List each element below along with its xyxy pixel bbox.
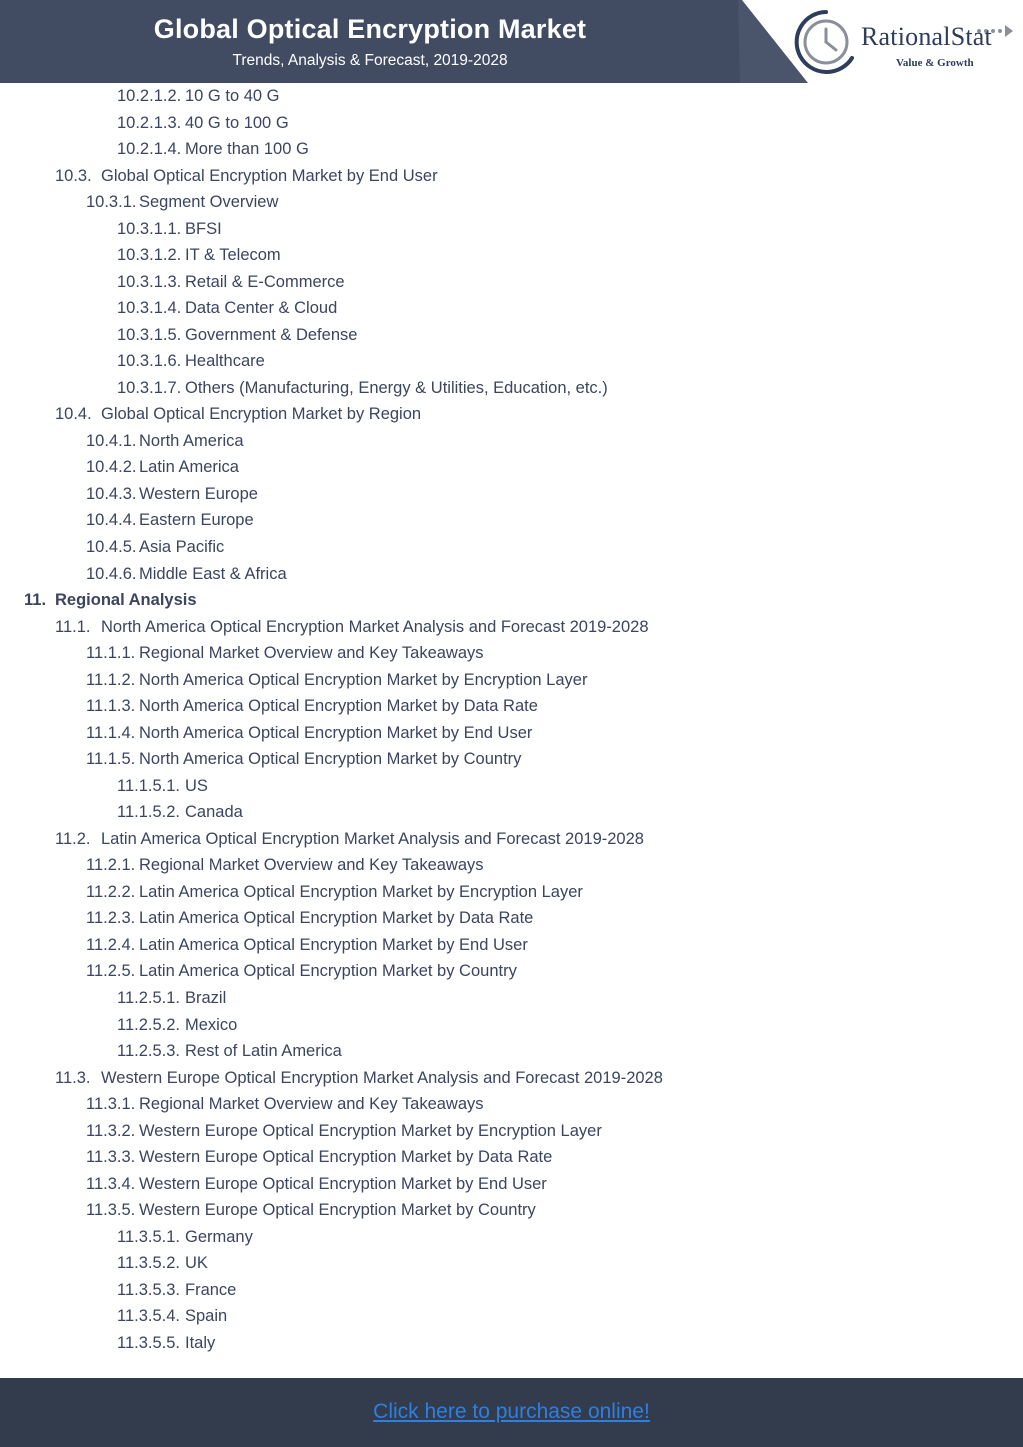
- toc-item-number: 10.4.4.: [86, 511, 137, 530]
- toc-item-label: US: [185, 776, 208, 795]
- toc-item: [86, 958, 517, 984]
- toc-item-label: Western Europe Optical Encryption Market by End User: [139, 1174, 547, 1193]
- toc-item-number: 11.2.2.: [86, 882, 136, 901]
- toc-item: [55, 1065, 663, 1091]
- toc-item-number: 10.4.6.: [86, 564, 137, 583]
- toc-item-label: Latin America Optical Encryption Market by Data Rate: [139, 909, 534, 928]
- toc-item-number: 10.4.3.: [86, 484, 137, 503]
- toc-item-number: 11.2.5.2.: [117, 1015, 180, 1034]
- toc-item: [86, 534, 224, 560]
- toc-item: [86, 561, 287, 587]
- toc-item-label: 40 G to 100 G: [185, 113, 289, 132]
- toc-item-label: Regional Market Overview and Key Takeaways: [139, 1095, 484, 1114]
- toc-item-label: Others (Manufacturing, Energy & Utilities, Education, etc.): [185, 378, 608, 397]
- toc-item-number: 11.: [24, 591, 47, 610]
- report-subtitle: Trends, Analysis & Forecast, 2019-2028: [232, 52, 508, 69]
- toc-item-number: 11.2.5.1.: [117, 989, 180, 1008]
- toc-item-label: Western Europe Optical Encryption Market Analysis and Forecast 2019-2028: [101, 1068, 663, 1087]
- brand-tagline: Value & Growth: [896, 57, 974, 69]
- toc-item: [86, 932, 528, 958]
- toc-item: [117, 1224, 253, 1250]
- toc-item-label: Latin America Optical Encryption Market by End User: [139, 935, 528, 954]
- toc-item-label: Regional Market Overview and Key Takeaways: [139, 856, 484, 875]
- toc-item-number: 11.3.5.2.: [117, 1254, 180, 1273]
- report-title: Global Optical Encryption Market: [153, 14, 587, 44]
- toc-item: [86, 1091, 484, 1117]
- toc-item: [117, 136, 309, 162]
- toc-item-number: 11.3.2.: [86, 1121, 136, 1140]
- toc-item-label: Global Optical Encryption Market by End User: [101, 166, 438, 185]
- toc-item-number: 10.3.1.7.: [117, 378, 182, 397]
- toc-item-number: 10.3.1.2.: [117, 246, 182, 265]
- toc-item-number: 10.2.1.3.: [117, 113, 182, 132]
- toc-item-label: North America Optical Encryption Market by End User: [139, 723, 533, 742]
- toc-item: [117, 1277, 236, 1303]
- toc-item: [55, 163, 438, 189]
- toc-item-number: 11.2.3.: [86, 909, 136, 928]
- toc-item-label: Western Europe Optical Encryption Market by Country: [139, 1201, 536, 1220]
- toc-item-number: 10.3.1.3.: [117, 272, 182, 291]
- toc-item-number: 10.4.5.: [86, 538, 137, 556]
- toc-item-number: 11.1.: [55, 617, 91, 636]
- toc-item-number: 11.2.1.: [86, 856, 136, 875]
- toc-item: [86, 428, 244, 454]
- toc-item: [86, 454, 239, 480]
- toc-item-number: 11.3.5.5.: [117, 1333, 180, 1352]
- toc-item: [117, 1303, 227, 1329]
- toc-heading: [24, 587, 197, 613]
- toc-item-number: 11.1.1.: [86, 644, 136, 663]
- toc-item-label: North America: [139, 431, 244, 450]
- toc-item-label: IT & Telecom: [185, 246, 281, 265]
- toc-item-number: 11.3.5.: [86, 1201, 136, 1220]
- toc-item-label: Segment Overview: [139, 193, 279, 212]
- toc-item: [86, 640, 484, 666]
- toc-item-number: 11.1.2.: [86, 670, 136, 689]
- toc-item: [117, 322, 357, 348]
- toc-item: [117, 1330, 215, 1356]
- toc-item-number: 10.3.1.: [86, 193, 137, 212]
- toc-item: [86, 1144, 552, 1170]
- toc-item: [86, 189, 278, 215]
- toc-item: [117, 216, 222, 242]
- toc-item-number: 11.2.4.: [86, 935, 136, 954]
- toc-item-number: 11.3.5.4.: [117, 1307, 180, 1326]
- toc-item-label: Latin America: [139, 458, 239, 477]
- toc-item-label: Western Europe: [139, 484, 258, 503]
- toc-item: [86, 481, 258, 507]
- toc-item: [55, 826, 644, 852]
- toc-item-label: Italy: [185, 1333, 216, 1352]
- toc-item-label: Germany: [185, 1227, 253, 1246]
- toc-item-number: 10.3.: [55, 166, 92, 185]
- toc-item-label: France: [185, 1280, 237, 1299]
- toc-item-label: More than 100 G: [185, 140, 309, 159]
- toc-item-label: Latin America Optical Encryption Market by Encryption Layer: [139, 882, 583, 901]
- toc-item: [55, 614, 649, 640]
- toc-item: [86, 507, 254, 533]
- toc-item-number: 11.1.5.1.: [117, 776, 180, 795]
- purchase-link[interactable]: Click here to purchase online!: [373, 1400, 650, 1423]
- toc-item: [117, 83, 279, 109]
- toc-item-label: North America Optical Encryption Market by Data Rate: [139, 697, 538, 716]
- toc-item-label: Middle East & Africa: [139, 564, 287, 583]
- toc-item-label: Spain: [185, 1307, 228, 1326]
- toc-item: [86, 905, 533, 931]
- toc-item: [86, 879, 583, 905]
- toc-item-number: 10.3.1.1.: [117, 219, 182, 238]
- toc-item-label: Canada: [185, 803, 243, 822]
- toc-item-label: Government & Defense: [185, 325, 358, 344]
- toc-item-label: Retail & E-Commerce: [185, 272, 345, 291]
- toc-item-label: Asia Pacific: [139, 538, 225, 556]
- toc-item-label: Eastern Europe: [139, 511, 254, 530]
- toc-item-number: 10.3.1.6.: [117, 352, 182, 371]
- toc-item-label: Global Optical Encryption Market by Region: [101, 405, 422, 424]
- toc-item-number: 11.3.: [55, 1068, 91, 1087]
- toc-item-label: Regional Market Overview and Key Takeaways: [139, 644, 484, 663]
- toc-item-number: 11.1.5.2.: [117, 803, 180, 822]
- clock-icon: [790, 6, 860, 78]
- toc-item-number: 10.4.: [55, 405, 92, 424]
- toc-item: [86, 667, 587, 693]
- toc-item-number: 11.3.5.1.: [117, 1227, 180, 1246]
- toc-item-number: 11.3.1.: [86, 1095, 136, 1114]
- toc-item-label: Latin America Optical Encryption Market Analysis and Forecast 2019-2028: [101, 829, 644, 848]
- toc-item-label: North America Optical Encryption Market Analysis and Forecast 2019-2028: [101, 617, 649, 636]
- toc-item-number: 11.1.5.: [86, 750, 136, 769]
- toc-item: [117, 348, 265, 374]
- toc-item: [117, 110, 289, 136]
- toc-item-number: 11.3.4.: [86, 1174, 136, 1193]
- toc-item-number: 10.3.1.4.: [117, 299, 182, 318]
- brand-logo: [790, 6, 1018, 78]
- toc-item: [117, 375, 608, 401]
- toc-item-number: 10.2.1.4.: [117, 140, 182, 159]
- toc-item: [86, 1197, 536, 1223]
- toc-item-number: 10.4.2.: [86, 458, 137, 477]
- toc-item: [86, 746, 521, 772]
- page-footer: [0, 1378, 1023, 1447]
- toc-item: [117, 269, 345, 295]
- toc-item-label: Regional Analysis: [55, 591, 197, 610]
- toc-item-number: 10.2.1.2.: [117, 87, 182, 105]
- toc-item-label: Mexico: [185, 1015, 238, 1034]
- toc-item-label: Brazil: [185, 989, 227, 1008]
- toc-item: [86, 852, 484, 878]
- toc-item-number: 11.3.3.: [86, 1148, 136, 1167]
- toc-item: [86, 720, 532, 746]
- toc-item: [117, 1038, 342, 1064]
- toc-item-label: Western Europe Optical Encryption Market by Encryption Layer: [139, 1121, 602, 1140]
- toc-item: [117, 1012, 237, 1038]
- toc-item: [55, 401, 421, 427]
- toc-item-number: 11.1.4.: [86, 723, 136, 742]
- toc-item: [117, 773, 208, 799]
- toc-item: [117, 799, 243, 825]
- toc-item-label: Latin America Optical Encryption Market by Country: [139, 962, 517, 981]
- toc-item: [86, 693, 538, 719]
- toc-item-label: Rest of Latin America: [185, 1042, 342, 1061]
- toc-item-label: Data Center & Cloud: [185, 299, 338, 318]
- page-header: [0, 0, 1023, 83]
- toc-item-number: 11.2.5.3.: [117, 1042, 180, 1061]
- toc-item-label: 10 G to 40 G: [185, 87, 280, 105]
- toc-item-number: 11.2.5.: [86, 962, 136, 981]
- toc-item-number: 11.2.: [55, 829, 91, 848]
- toc-item: [86, 1171, 547, 1197]
- toc-item-number: 10.4.1.: [86, 431, 137, 450]
- toc-item-label: Healthcare: [185, 352, 265, 371]
- toc-item-label: Western Europe Optical Encryption Market by Data Rate: [139, 1148, 553, 1167]
- toc-item: [117, 1250, 208, 1276]
- toc-item: [117, 295, 337, 321]
- toc-item-number: 11.1.3.: [86, 697, 136, 716]
- toc-item-label: BFSI: [185, 219, 222, 238]
- brand-name: RationalStat: [861, 22, 992, 51]
- toc-item-label: North America Optical Encryption Market by Country: [139, 750, 522, 769]
- toc-item-label: UK: [185, 1254, 208, 1273]
- toc-item-label: North America Optical Encryption Market by Encryption Layer: [139, 670, 588, 689]
- toc-item-number: 11.3.5.3.: [117, 1280, 180, 1299]
- toc-item-number: 10.3.1.5.: [117, 325, 182, 344]
- toc-item: [117, 985, 226, 1011]
- toc-item: [86, 1118, 602, 1144]
- toc-item: [117, 242, 281, 268]
